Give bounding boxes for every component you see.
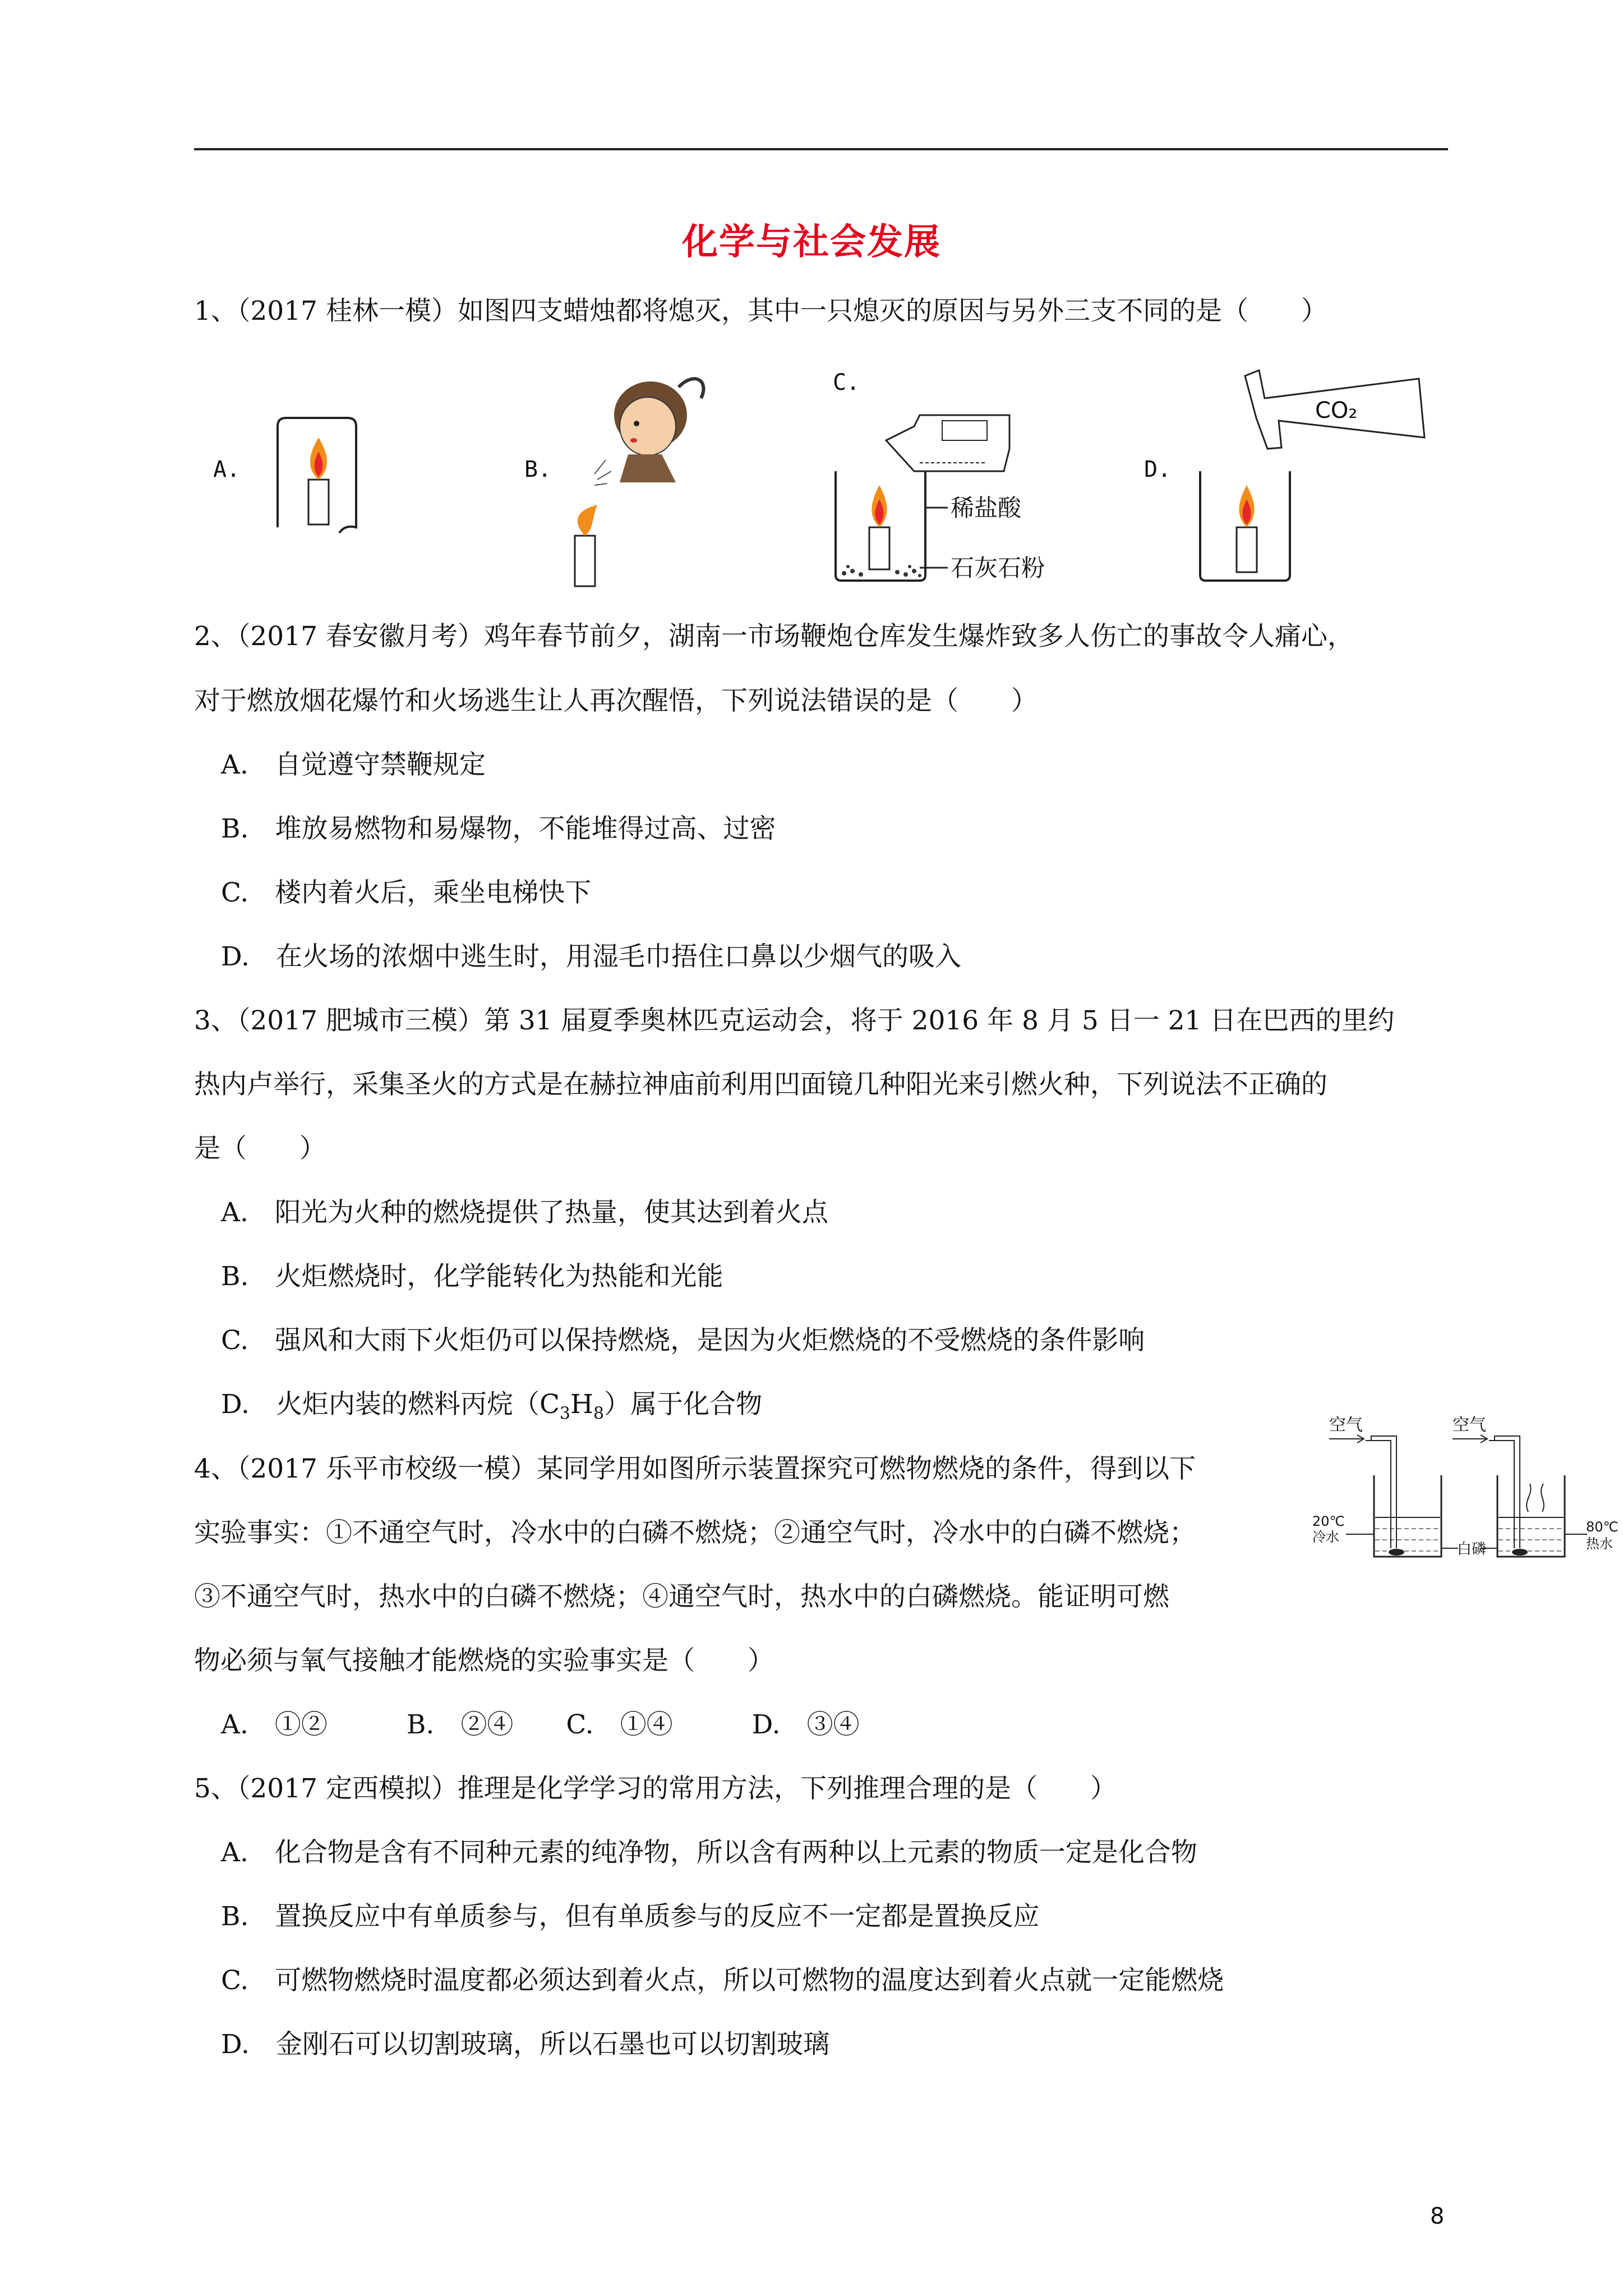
air-left-label: 空气 xyxy=(1329,1415,1363,1435)
limestone-powder-label: 石灰石粉 xyxy=(951,554,1045,582)
question-4-stem-line-3: ③不通空气时，热水中的白磷不燃烧；④通空气时，热水中的白磷燃烧。能证明可燃 xyxy=(194,1581,1169,1612)
beaker-acid-limestone-icon xyxy=(836,415,1045,582)
question-4-figure xyxy=(1312,1414,1623,1582)
option-d-label: D. xyxy=(1144,457,1172,482)
question-2-option-a: A. 自觉遵守禁鞭规定 xyxy=(221,749,486,780)
option-c-label: C. xyxy=(833,370,860,395)
question-3-stem-line-3: 是（ ） xyxy=(194,1133,326,1164)
question-3-stem-line-2: 热内卢举行，采集圣火的方式是在赫拉神庙前利用凹面镜几种阳光来引燃火种，下列说法不正确的 xyxy=(194,1069,1327,1100)
question-3-option-c: C. 强风和大雨下火炬仍可以保持燃烧，是因为火炬燃烧的不受燃烧的条件影响 xyxy=(221,1325,1145,1356)
question-4-stem-line-2: 实验事实：①不通空气时，冷水中的白磷不燃烧；②通空气时，冷水中的白磷不燃烧； xyxy=(194,1517,1196,1548)
question-1-stem: 1、（2017 桂林一模）如图四支蜡烛都将熄灭，其中一只熄灭的原因与另外三支不同的是（ ） xyxy=(194,296,1327,326)
question-5-stem: 5、（2017 定西模拟）推理是化学学习的常用方法，下列推理合理的是（ ） xyxy=(194,1773,1117,1804)
question-4-options: A. ①② B. ②④ C. ①④ D. ③④ xyxy=(221,1709,860,1740)
option-a-label: A. xyxy=(213,457,241,482)
header-rule xyxy=(194,148,1448,150)
question-1-figure xyxy=(202,365,1458,589)
page-title: 化学与社会发展 xyxy=(682,222,941,263)
question-2-option-b: B. 堆放易燃物和易爆物，不能堆得过高、过密 xyxy=(221,813,776,844)
question-3-option-a: A. 阳光为火种的燃烧提供了热量，使其达到着火点 xyxy=(221,1197,828,1228)
hot-water-label: 热水 xyxy=(1586,1536,1613,1552)
question-5-option-d: D. 金刚石可以切割玻璃，所以石墨也可以切割玻璃 xyxy=(221,2029,829,2060)
girl-blowing-candle-icon xyxy=(575,379,703,586)
question-2-option-d: D. 在火场的浓烟中逃生时，用湿毛巾捂住口鼻以少烟气的吸入 xyxy=(221,941,961,972)
question-3-option-b: B. 火炬燃烧时，化学能转化为热能和光能 xyxy=(221,1261,723,1292)
option-b-label: B. xyxy=(524,457,552,482)
white-phosphorus-label: 白磷 xyxy=(1457,1541,1487,1558)
question-5-option-a: A. 化合物是含有不同种元素的纯净物，所以含有两种以上元素的物质一定是化合物 xyxy=(221,1837,1197,1868)
question-3-option-d: D. 火炬内装的燃料丙烷$(C_3H_8)$属于化合物 xyxy=(221,1389,763,1424)
co2-pouring-beaker-icon xyxy=(1200,370,1424,581)
page-number: 8 xyxy=(1430,2203,1445,2229)
question-3-stem-line-1: 3、（2017 肥城市三模）第 31 届夏季奥林匹克运动会，将于 2016 年 8 月 5 日一 21 日在巴西的里约 xyxy=(194,1005,1395,1036)
hot-temp-label: 80℃ xyxy=(1586,1519,1619,1535)
question-2-stem-line-1: 2、（2017 春安徽月考）鸡年春节前夕，湖南一市场鞭炮仓库发生爆炸致多人伤亡的事故令人痛心， xyxy=(194,621,1354,652)
phosphorus-apparatus-icon xyxy=(1312,1415,1619,1558)
candle-under-jar-icon xyxy=(278,418,356,533)
question-2-stem-line-2: 对于燃放烟花爆竹和火场逃生让人再次醒悟，下列说法错误的是（ ） xyxy=(194,685,1038,716)
question-5-option-b: B. 置换反应中有单质参与，但有单质参与的反应不一定都是置换反应 xyxy=(221,1901,1040,1932)
question-5-option-c: C. 可燃物燃烧时温度都必须达到着火点，所以可燃物的温度达到着火点就一定能燃烧 xyxy=(221,1965,1224,1996)
cold-water-label: 冷水 xyxy=(1312,1529,1339,1545)
air-right-label: 空气 xyxy=(1453,1415,1486,1435)
question-2-option-c: C. 楼内着火后，乘坐电梯快下 xyxy=(221,877,592,908)
question-4-stem-line-1: 4、（2017 乐平市校级一模）某同学用如图所示装置探究可燃物燃烧的条件，得到以下 xyxy=(194,1453,1196,1484)
co2-label: CO₂ xyxy=(1315,398,1358,424)
cold-temp-label: 20℃ xyxy=(1312,1513,1345,1529)
question-4-stem-line-4: 物必须与氧气接触才能燃烧的实验事实是（ ） xyxy=(194,1645,774,1676)
dilute-hcl-label: 稀盐酸 xyxy=(951,494,1022,522)
